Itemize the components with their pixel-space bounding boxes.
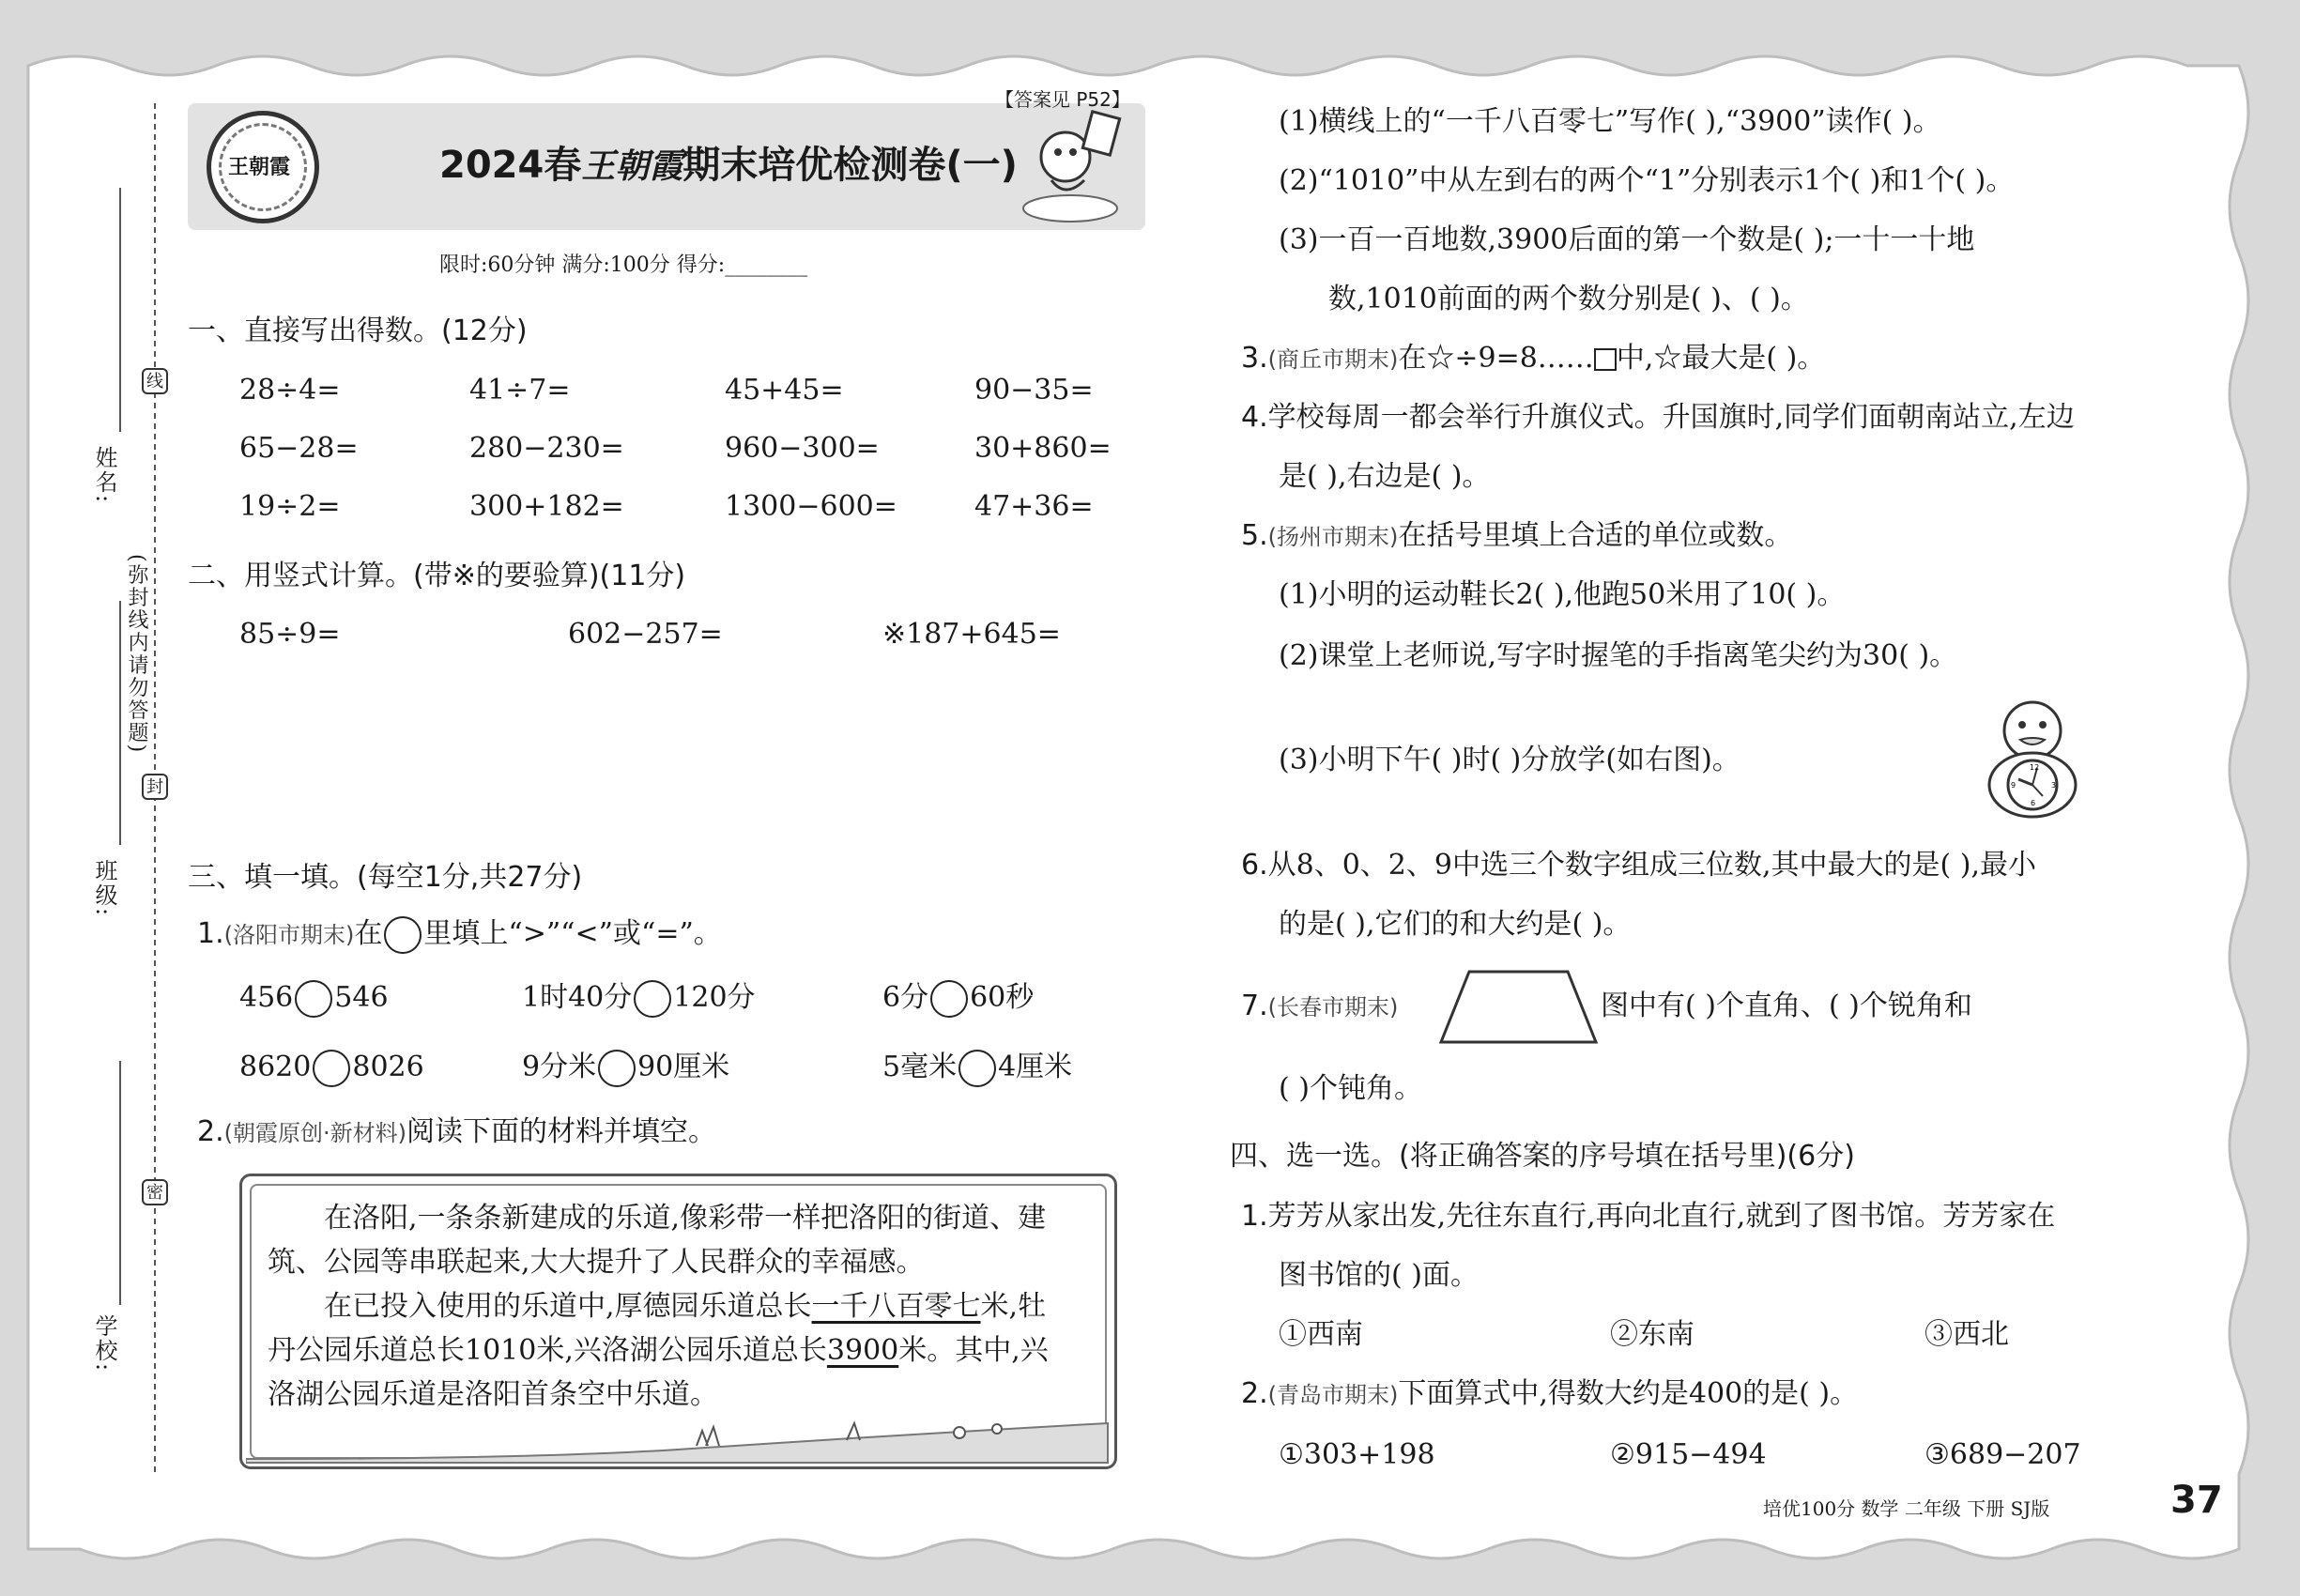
s4q2-text: 下面算式中,得数大约是400的是( )。 bbox=[1398, 1377, 1859, 1410]
question-source-tag: (洛阳市期末) bbox=[223, 922, 355, 948]
s3-q1-prompt bbox=[197, 915, 722, 954]
answer-circle[interactable] bbox=[313, 1050, 350, 1087]
question-source-tag: (青岛市期末) bbox=[1267, 1382, 1399, 1408]
square-box-icon bbox=[1594, 348, 1617, 371]
vertical-calc-item: ※187+645= bbox=[882, 618, 1061, 651]
name-label: 姓名: bbox=[91, 446, 117, 505]
s3-q4-line2: 是( ),右边是( )。 bbox=[1279, 460, 1491, 493]
s3-q2-sub3b: 数,1010前面的两个数分别是( )、( )。 bbox=[1328, 283, 1809, 315]
q4-text: 学校每周一都会举行升旗仪式。升国旗时,同学们面朝南站立,左边 bbox=[1267, 401, 2075, 434]
s3-q7-text: 图中有( )个直角、( )个锐角和 bbox=[1601, 990, 1972, 1022]
compare-left: 9分米 bbox=[522, 1051, 597, 1083]
compare-pair bbox=[522, 1049, 729, 1087]
calc-item: 45+45= bbox=[725, 374, 844, 407]
compare-left: 456 bbox=[239, 981, 294, 1014]
calc-item: 47+36= bbox=[974, 490, 1094, 523]
s4-q1-line2: 图书馆的( )面。 bbox=[1279, 1259, 1479, 1292]
trapezoid-figure-icon bbox=[1436, 967, 1601, 1047]
question-number: 2. bbox=[197, 1115, 224, 1148]
calc-item: 300+182= bbox=[469, 490, 624, 523]
compare-right: 60秒 bbox=[970, 981, 1035, 1014]
compare-right: 4厘米 bbox=[998, 1051, 1073, 1083]
seal-line-mark: 线 bbox=[142, 368, 168, 394]
question-number: 3. bbox=[1241, 342, 1268, 375]
vertical-calc-item: 602−257= bbox=[568, 618, 723, 651]
passage-text: 丹公园乐道总长1010米,兴洛湖公园乐道总长 bbox=[268, 1334, 827, 1367]
q6-text: 从8、0、2、9中选三个数字组成三位数,其中最大的是( ),最小 bbox=[1267, 849, 2036, 882]
calc-item: 28÷4= bbox=[239, 374, 341, 407]
compare-circle-icon bbox=[384, 916, 422, 954]
vertical-calc-item: 85÷9= bbox=[239, 618, 341, 651]
section2-title: 二、用竖式计算。(带※的要验算)(11分) bbox=[188, 560, 686, 592]
s3-q7-line2: ( )个钝角。 bbox=[1279, 1072, 1422, 1105]
answer-circle[interactable] bbox=[634, 980, 671, 1018]
compare-pair bbox=[239, 1049, 424, 1087]
mascot-illustration bbox=[1014, 105, 1127, 227]
passage-line: 筑、公园等串联起来,大大提升了人民群众的幸福感。 bbox=[268, 1246, 925, 1279]
section4-title: 四、选一选。(将正确答案的序号填在括号里)(6分) bbox=[1230, 1140, 1855, 1173]
seal-warning: (弥封线内请勿答题) bbox=[125, 554, 148, 755]
s3-q2-sub1: (1)横线上的“一千八百零七”写作( ),“3900”读作( )。 bbox=[1279, 105, 1941, 138]
question-source-tag: (商丘市期末) bbox=[1267, 346, 1399, 373]
passage-line: 洛湖公园乐道是洛阳首条空中乐道。 bbox=[268, 1378, 718, 1411]
question-number: 1. bbox=[1241, 1200, 1268, 1233]
compare-pair bbox=[882, 1049, 1072, 1087]
option-item[interactable]: ①303+198 bbox=[1279, 1438, 1435, 1471]
compare-left: 8620 bbox=[239, 1051, 312, 1083]
option-item[interactable]: ①西南 bbox=[1279, 1318, 1363, 1351]
q3-text-b: 中,☆最大是( )。 bbox=[1616, 342, 1826, 375]
s3-q5-sub3: (3)小明下午( )时( )分放学(如右图)。 bbox=[1279, 744, 1740, 776]
question-source-tag: (扬州市期末) bbox=[1267, 524, 1399, 550]
seal-seal-mark: 封 bbox=[142, 774, 168, 800]
mascot-icon bbox=[1014, 105, 1127, 227]
option-item[interactable]: ③西北 bbox=[1924, 1318, 2009, 1351]
answer-circle[interactable] bbox=[930, 980, 968, 1018]
logo-text: 王朝霞 bbox=[228, 156, 291, 179]
calc-item: 65−28= bbox=[239, 432, 359, 465]
question-source-tag: (朝霞原创·新材料) bbox=[223, 1120, 406, 1146]
question-number: 1. bbox=[197, 917, 224, 950]
title-brand: 王朝霞 bbox=[581, 146, 683, 186]
q3-text-a: 在☆÷9=8…… bbox=[1398, 342, 1594, 375]
passage-line bbox=[324, 1288, 1046, 1326]
underlined-number: 3900 bbox=[826, 1334, 899, 1367]
footer-info: 培优100分 数学 二年级 下册 SJ版 bbox=[1763, 1497, 2050, 1520]
exam-meta: 限时:60分钟 满分:100分 得分:________ bbox=[439, 253, 808, 277]
title-prefix: 2024春 bbox=[439, 144, 582, 187]
option-item[interactable]: ②915−494 bbox=[1610, 1438, 1767, 1471]
passage-text: 米,牡 bbox=[980, 1290, 1047, 1323]
compare-right: 120分 bbox=[673, 981, 756, 1014]
calc-item: 280−230= bbox=[469, 432, 624, 465]
passage-line: 在洛阳,一条条新建成的乐道,像彩带一样把洛阳的街道、建 bbox=[324, 1202, 1047, 1235]
s4-q1-line1 bbox=[1241, 1198, 2055, 1235]
page-number: 37 bbox=[2170, 1479, 2223, 1522]
school-label: 学校: bbox=[91, 1314, 117, 1373]
compare-pair bbox=[522, 979, 756, 1018]
s3-q7-prefix bbox=[1241, 988, 1398, 1026]
s3-q2-prompt bbox=[197, 1113, 716, 1152]
answer-circle[interactable] bbox=[295, 980, 332, 1018]
compare-left: 5毫米 bbox=[882, 1051, 958, 1083]
passage-text: 米。其中,兴 bbox=[898, 1334, 1049, 1367]
answer-circle[interactable] bbox=[958, 1050, 996, 1087]
seal-mark-mark: 密 bbox=[142, 1179, 168, 1205]
logo-badge bbox=[207, 111, 319, 223]
calc-item: 30+860= bbox=[974, 432, 1112, 465]
svg-text:6: 6 bbox=[2031, 799, 2036, 807]
q2-text: 阅读下面的材料并填空。 bbox=[406, 1115, 716, 1148]
question-number: 5. bbox=[1241, 519, 1268, 552]
question-number: 2. bbox=[1241, 1377, 1268, 1410]
title-suffix: 期末培优检测卷(一) bbox=[682, 144, 1018, 187]
s3-q2-sub2: (2)“1010”中从左到右的两个“1”分别表示1个( )和1个( )。 bbox=[1279, 164, 2015, 197]
option-item[interactable]: ③689−207 bbox=[1924, 1438, 2081, 1471]
duck-clock-icon bbox=[1981, 695, 2084, 821]
s3-q4-line1 bbox=[1241, 399, 2075, 437]
passage-text: 在已投入使用的乐道中,厚德园乐道总长 bbox=[324, 1290, 812, 1323]
s3-q6-line2: 的是( ),它们的和大约是( )。 bbox=[1279, 908, 1632, 941]
underlined-number: 一千八百零七 bbox=[811, 1290, 981, 1323]
q5-text: 在括号里填上合适的单位或数。 bbox=[1398, 519, 1793, 552]
passage-line bbox=[268, 1332, 1049, 1370]
option-item[interactable]: ②东南 bbox=[1610, 1318, 1694, 1351]
compare-pair bbox=[239, 979, 389, 1018]
answer-circle[interactable] bbox=[598, 1050, 636, 1087]
svg-text:12: 12 bbox=[2030, 763, 2040, 772]
q1-text-a: 在 bbox=[354, 917, 383, 950]
s3-q5-sub2: (2)课堂上老师说,写字时握笔的手指离笔尖约为30( )。 bbox=[1279, 639, 1958, 672]
s4-q2 bbox=[1241, 1375, 1858, 1414]
s4q1-text: 芳芳从家出发,先往东直行,再向北直行,就到了图书馆。芳芳家在 bbox=[1267, 1200, 2056, 1233]
svg-text:9: 9 bbox=[2011, 781, 2016, 790]
s3-q5 bbox=[1241, 517, 1792, 556]
question-number: 7. bbox=[1241, 990, 1268, 1022]
compare-left: 1时40分 bbox=[522, 981, 633, 1014]
class-label: 班级: bbox=[91, 859, 117, 918]
exam-title bbox=[439, 143, 1018, 189]
section3-title: 三、填一填。(每空1分,共27分) bbox=[188, 861, 583, 894]
s3-q2-sub3a: (3)一百一百地数,3900后面的第一个数是( );一十一十地 bbox=[1279, 223, 1975, 256]
question-number: 6. bbox=[1241, 849, 1268, 882]
calc-item: 41÷7= bbox=[469, 374, 571, 407]
compare-right: 8026 bbox=[352, 1051, 424, 1083]
compare-right: 90厘米 bbox=[637, 1051, 730, 1083]
question-number: 4. bbox=[1241, 401, 1268, 434]
compare-right: 546 bbox=[334, 981, 389, 1014]
svg-text:3: 3 bbox=[2051, 781, 2057, 790]
grass-decoration-icon bbox=[246, 1418, 1110, 1465]
compare-pair bbox=[882, 979, 1034, 1018]
s3-q6-line1 bbox=[1241, 847, 2036, 884]
calc-item: 1300−600= bbox=[725, 490, 897, 523]
calc-item: 960−300= bbox=[725, 432, 880, 465]
s3-q5-sub1: (1)小明的运动鞋长2( ),他跑50米用了10( )。 bbox=[1279, 578, 1846, 611]
q1-text-b: 里填上“>”“<”或“=”。 bbox=[423, 917, 722, 950]
calc-item: 90−35= bbox=[974, 374, 1094, 407]
compare-left: 6分 bbox=[882, 981, 929, 1014]
question-source-tag: (长春市期末) bbox=[1267, 994, 1399, 1021]
answer-reference: 【答案见 P52】 bbox=[995, 88, 1130, 111]
s3-q3 bbox=[1241, 340, 1825, 378]
calc-item: 19÷2= bbox=[239, 490, 341, 523]
section1-title: 一、直接写出得数。(12分) bbox=[188, 315, 528, 347]
